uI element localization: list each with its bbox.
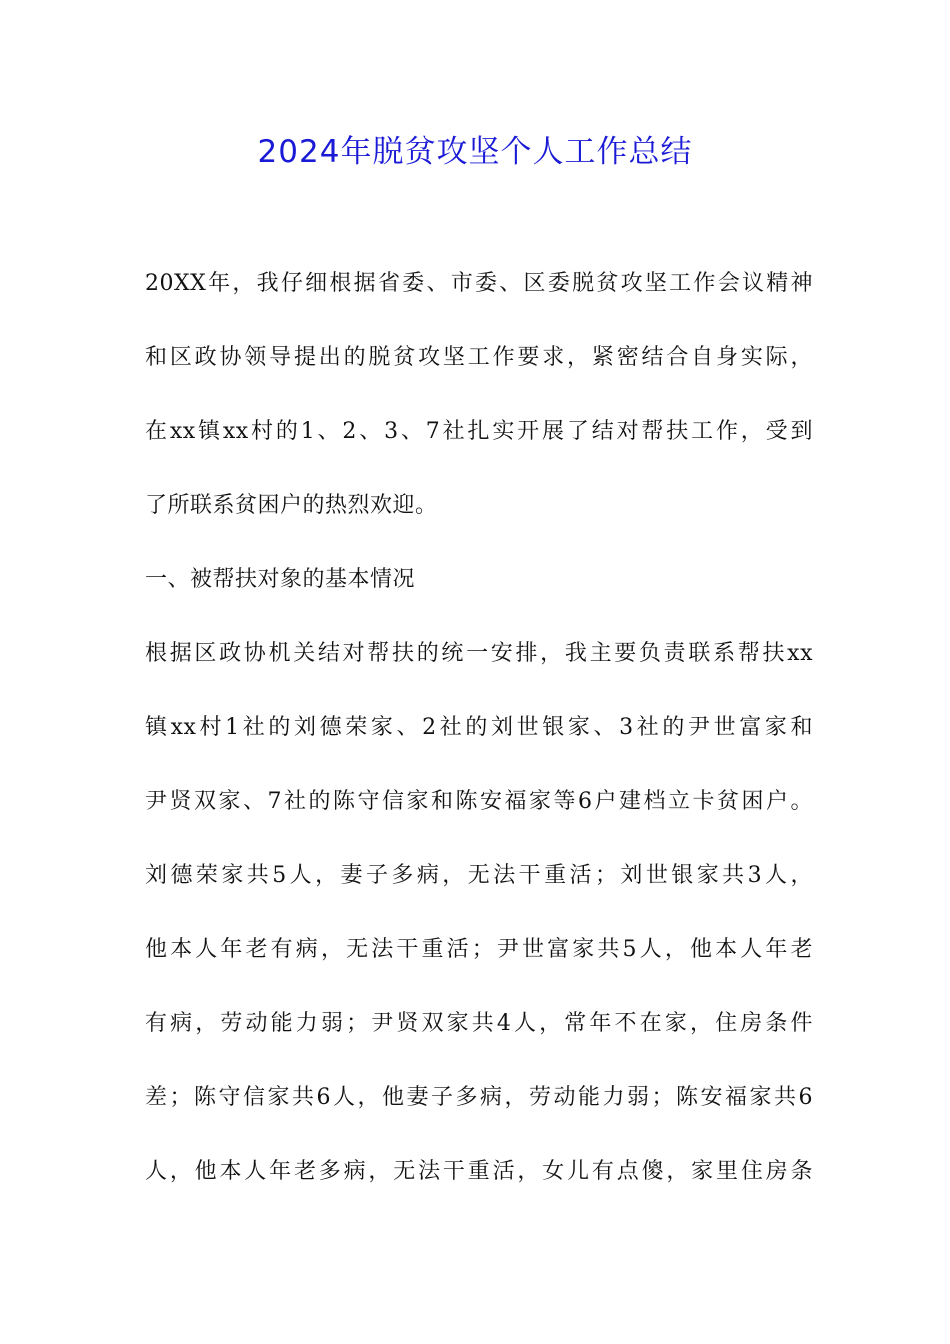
document-title: 2024年脱贫攻坚个人工作总结 (257, 134, 693, 170)
body-line: 在xx镇xx村的1、2、3、7社扎实开展了结对帮扶工作，受到 (145, 419, 813, 444)
section-heading: 一、被帮扶对象的基本情况 (145, 567, 416, 592)
body-line: 尹贤双家、7社的陈守信家和陈安福家等6户建档立卡贫困户。 (145, 789, 813, 814)
body-line: 差；陈守信家共6人，他妻子多病，劳动能力弱；陈安福家共6 (145, 1085, 813, 1110)
body-line: 20XX年，我仔细根据省委、市委、区委脱贫攻坚工作会议精神 (145, 271, 813, 296)
body-line: 镇xx村1社的刘德荣家、2社的刘世银家、3社的尹世富家和 (145, 715, 813, 740)
document-body (145, 262, 813, 1224)
body-line: 有病，劳动能力弱；尹贤双家共4人，常年不在家，住房条件 (145, 1011, 813, 1036)
body-line: 根据区政协机关结对帮扶的统一安排，我主要负责联系帮扶xx (145, 641, 813, 666)
body-line: 刘德荣家共5人，妻子多病，无法干重活；刘世银家共3人， (145, 863, 813, 888)
body-line: 了所联系贫困户的热烈欢迎。 (145, 493, 438, 518)
body-line: 他本人年老有病，无法干重活；尹世富家共5人，他本人年老 (145, 937, 813, 962)
body-line: 和区政协领导提出的脱贫攻坚工作要求，紧密结合自身实际， (145, 345, 813, 370)
body-line: 人，他本人年老多病，无法干重活，女儿有点傻，家里住房条 (145, 1159, 813, 1184)
